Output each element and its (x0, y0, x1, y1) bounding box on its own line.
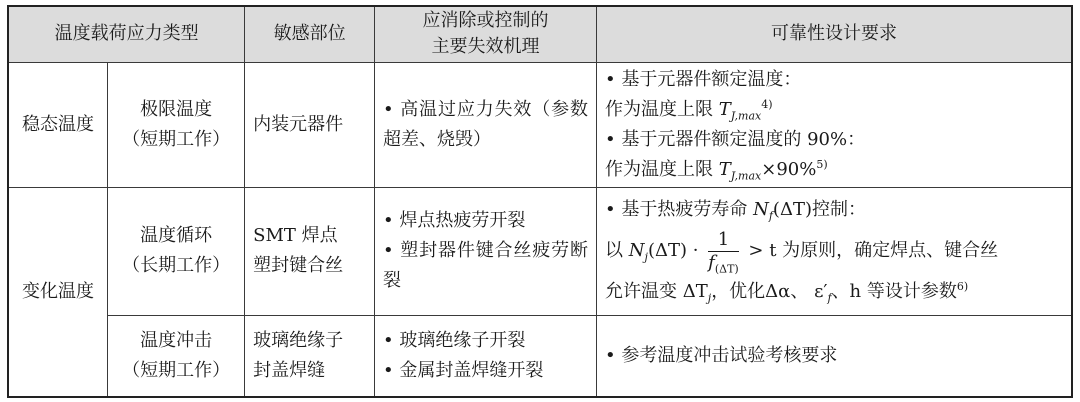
part-name: SMT 焊点 (253, 225, 338, 246)
table-row (8, 187, 1072, 315)
mechanism-text: • 玻璃绝缘子开裂 (383, 329, 526, 351)
category-varying: 变化温度 (8, 187, 107, 397)
req-text: > t 为原则，确定焊点、键合丝 (742, 240, 999, 261)
symbol-subscript: f (827, 291, 832, 305)
mechanism-text: • 焊点热疲劳开裂 (383, 210, 526, 231)
requirement-cell (597, 62, 1072, 187)
req-line (605, 155, 1063, 185)
table-header-row (8, 6, 1072, 62)
symbol-T: T (718, 98, 731, 120)
part-name: 内装元器件 (253, 113, 344, 135)
footnote-ref: 4) (761, 97, 773, 111)
req-text: 以 (605, 240, 629, 261)
mechanism-cell (375, 315, 597, 397)
symbol-subscript: J,max (730, 109, 762, 123)
mechanism-text: • 高温过应力失效（参数超差、烧毁） (383, 98, 589, 150)
symbol-subscript: J,max (730, 169, 762, 183)
footnote-ref: 5) (816, 157, 828, 171)
symbol-N: N (753, 199, 769, 220)
subtype-name: 极限温度 (140, 98, 213, 120)
header-load-type: 温度载荷应力类型 (8, 6, 245, 62)
table-row (8, 62, 1072, 187)
subtype-duration: （长期工作） (122, 255, 231, 276)
req-line (605, 95, 1063, 125)
part-name: 玻璃绝缘子 (253, 329, 344, 351)
mechanism-text: • 塑封器件键合丝疲劳断裂 (383, 240, 589, 291)
req-text: 控制： (811, 199, 866, 220)
part-name: 封盖焊缝 (253, 359, 326, 381)
table-row (8, 315, 1072, 397)
req-line: • 基于元器件额定温度的 90%： (605, 128, 866, 150)
req-text: 作为温度上限 (605, 98, 719, 120)
req-text: • 基于热疲劳寿命 (605, 199, 754, 220)
part-cell (245, 62, 375, 187)
req-line (605, 277, 1063, 307)
requirement-cell (597, 187, 1072, 315)
symbol-f: f (708, 251, 715, 273)
subtype-cell (107, 62, 244, 187)
req-line (605, 195, 1063, 225)
req-text: ，优化Δα、 ε′ (711, 281, 828, 302)
subtype-name: 温度冲击 (140, 329, 213, 351)
symbol-subscript: j (644, 250, 648, 264)
part-name: 塑封键合丝 (253, 255, 344, 276)
footnote-ref: 6) (956, 280, 969, 293)
fraction (708, 229, 739, 274)
symbol-subscript: f (768, 209, 773, 223)
symbol-subscript: (ΔT) (714, 262, 739, 276)
header-failure-mechanism (375, 6, 597, 62)
req-text: 允许温变 ΔT (605, 281, 708, 302)
req-formula-line (605, 225, 1063, 277)
part-cell (245, 315, 375, 397)
mechanism-cell (375, 187, 597, 315)
req-text: 、h 等设计参数 (831, 281, 957, 302)
fraction-denominator (708, 252, 739, 274)
req-text: (ΔT) · (647, 240, 705, 261)
mechanism-cell (375, 62, 597, 187)
req-text: ×90% (761, 158, 817, 180)
req-line: • 参考温度冲击试验考核要求 (605, 344, 838, 366)
requirement-cell (597, 315, 1072, 397)
header-mechanism-line2: 主要失效机理 (431, 36, 540, 58)
req-text: (ΔT) (772, 199, 812, 220)
mechanism-text: • 金属封盖焊缝开裂 (383, 359, 544, 381)
header-mechanism-line1: 应消除或控制的 (422, 10, 549, 32)
subtype-duration: （短期工作） (122, 128, 231, 150)
subtype-cell (107, 315, 244, 397)
part-cell (245, 187, 375, 315)
symbol-T: T (718, 158, 731, 180)
req-line: • 基于元器件额定温度： (605, 68, 802, 90)
reliability-design-table (7, 5, 1073, 398)
subtype-cell (107, 187, 244, 315)
header-design-requirement: 可靠性设计要求 (597, 6, 1072, 62)
symbol-subscript: j (707, 291, 712, 305)
req-text: 作为温度上限 (605, 158, 719, 180)
subtype-name: 温度循环 (140, 225, 213, 246)
subtype-duration: （短期工作） (122, 359, 231, 381)
header-sensitive-part: 敏感部位 (245, 6, 375, 62)
symbol-N: N (628, 240, 645, 261)
fraction-numerator: 1 (708, 229, 739, 252)
category-steady: 稳态温度 (8, 62, 107, 187)
